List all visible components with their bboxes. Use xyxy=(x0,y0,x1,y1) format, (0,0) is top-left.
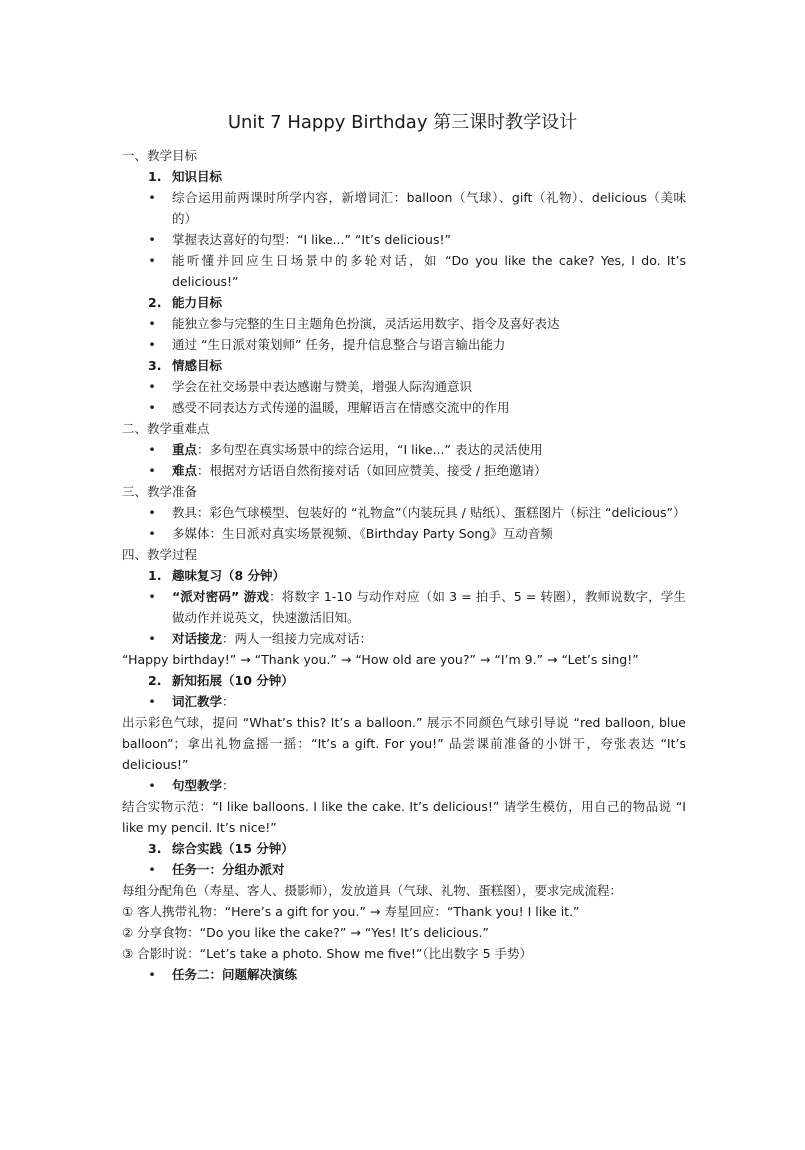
bullet-icon: • xyxy=(148,463,156,478)
bullet-icon: • xyxy=(148,232,156,247)
dialogue-chain: “Happy birthday!” → “Thank you.” → “How old are you?” → “I’m 9.” → “Let’s sing!” xyxy=(122,652,639,667)
bullet-icon: • xyxy=(148,400,156,415)
section-heading-objectives: 一、教学目标 xyxy=(122,148,198,163)
bullet-icon: • xyxy=(148,631,156,646)
list-item: • 词汇教学： xyxy=(122,691,686,712)
list-item: • 任务二：问题解决演练 xyxy=(122,964,686,985)
bullet-icon: • xyxy=(148,778,156,793)
list-item: • 能听懂并回应生日场景中的多轮对话，如 “Do you like the cake? Yes, I do. It’s delicious!” xyxy=(122,250,686,292)
subheading-review: 1. 趣味复习（8 分钟） xyxy=(148,568,286,583)
bullet-icon: • xyxy=(148,379,156,394)
list-item: • 感受不同表达方式传递的温暖，理解语言在情感交流中的作用 xyxy=(122,397,686,418)
bullet-icon: • xyxy=(148,862,156,877)
bullet-icon: • xyxy=(148,526,156,541)
list-item: • 通过 “生日派对策划师” 任务，提升信息整合与语言输出能力 xyxy=(122,334,686,355)
list-item: • 掌握表达喜好的句型：“I like...” “It’s delicious!” xyxy=(122,229,686,250)
subheading-practice: 3. 综合实践（15 分钟） xyxy=(148,841,294,856)
list-item: • 任务一：分组办派对 xyxy=(122,859,686,880)
subheading-emotion: 3. 情感目标 xyxy=(148,358,223,373)
bullet-icon: • xyxy=(148,967,156,982)
list-item: • 难点：根据对方话语自然衔接对话（如回应赞美、接受 / 拒绝邀请） xyxy=(122,460,686,481)
bullet-icon: • xyxy=(148,505,156,520)
paragraph-task1: 每组分配角色（寿星、客人、摄影师），发放道具（气球、礼物、蛋糕图），要求完成流程： xyxy=(122,883,623,898)
bullet-icon: • xyxy=(148,589,156,604)
step-3: ③ 合影时说：“Let’s take a photo. Show me five!”（比出数字 5 手势） xyxy=(122,946,533,961)
subheading-ability: 2. 能力目标 xyxy=(148,295,223,310)
paragraph-vocabulary: 出示彩色气球，提问 “What’s this? It’s a balloon.” 展示不同颜色气球引导说 “red balloon, blue balloon”；拿出礼物盒摇一摇：“It’s a gift. For you!” 品尝课前准备的小饼干，夸张表达 “It’s delicious!” xyxy=(122,715,686,772)
document-body xyxy=(122,145,686,985)
step-2: ② 分享食物：“Do you like the cake?” → “Yes! It’s delicious.” xyxy=(122,925,489,940)
bullet-icon: • xyxy=(148,442,156,457)
bullet-icon: • xyxy=(148,694,156,709)
section-heading-key-points: 二、教学重难点 xyxy=(122,421,210,436)
list-item: • 教具：彩色气球模型、包装好的 “礼物盒”（内装玩具 / 贴纸）、蛋糕图片（标注 “delicious”） xyxy=(122,502,686,523)
list-item: • 句型教学： xyxy=(122,775,686,796)
list-item: • 对话接龙：两人一组接力完成对话： xyxy=(122,628,686,649)
section-heading-preparation: 三、教学准备 xyxy=(122,484,198,499)
list-item: • 学会在社交场景中表达感谢与赞美，增强人际沟通意识 xyxy=(122,376,686,397)
document-title: Unit 7 Happy Birthday 第三课时教学设计 xyxy=(227,112,578,133)
section-heading-process: 四、教学过程 xyxy=(122,547,198,562)
subheading-new-knowledge: 2. 新知拓展（10 分钟） xyxy=(148,673,294,688)
subheading-knowledge: 1. 知识目标 xyxy=(148,169,223,184)
bullet-icon: • xyxy=(148,190,156,205)
list-item: • 综合运用前两课时所学内容，新增词汇：balloon（气球）、gift（礼物）、delicious（美味的） xyxy=(122,187,686,229)
bullet-icon: • xyxy=(148,316,156,331)
list-item: • 重点：多句型在真实场景中的综合运用，“I like...” 表达的灵活使用 xyxy=(122,439,686,460)
paragraph-sentence: 结合实物示范：“I like balloons. I like the cake. It’s delicious!” 请学生模仿，用自己的物品说 “I like my pencil. It’s nice!” xyxy=(122,799,686,835)
list-item: • “派对密码” 游戏：将数字 1-10 与动作对应（如 3 = 拍手、5 = 转圈），教师说数字，学生做动作并说英文，快速激活旧知。 xyxy=(122,586,686,628)
bullet-icon: • xyxy=(148,337,156,352)
step-1: ① 客人携带礼物：“Here’s a gift for you.” → 寿星回应：“Thank you! I like it.” xyxy=(122,904,580,919)
list-item: • 能独立参与完整的生日主题角色扮演，灵活运用数字、指令及喜好表达 xyxy=(122,313,686,334)
list-item: • 多媒体：生日派对真实场景视频、《Birthday Party Song》互动音频 xyxy=(122,523,686,544)
bullet-icon: • xyxy=(148,253,156,268)
